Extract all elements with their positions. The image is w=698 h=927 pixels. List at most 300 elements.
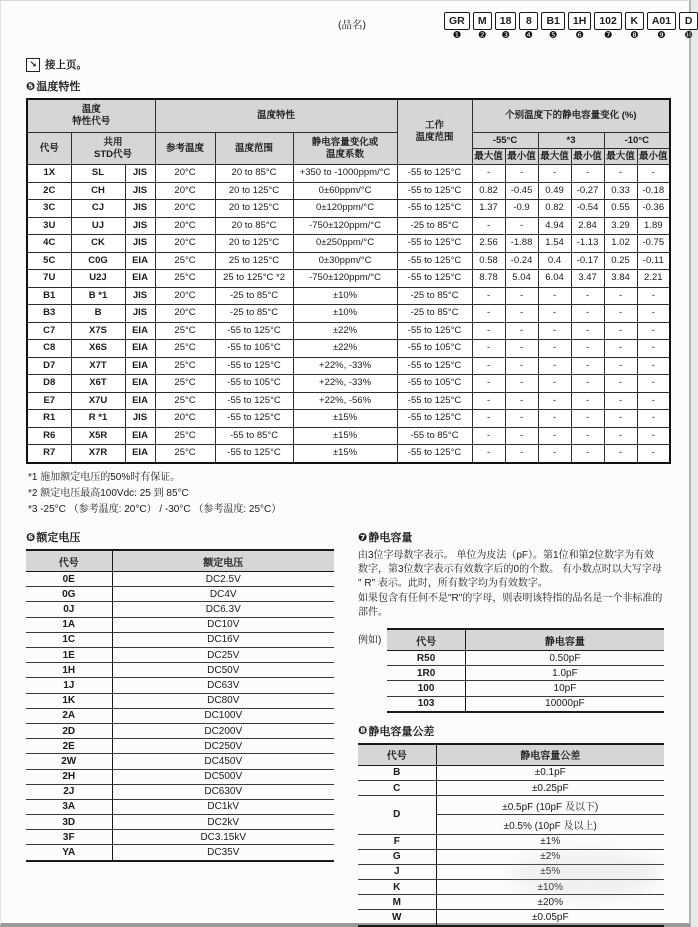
cell: - — [505, 375, 538, 393]
table-row — [27, 217, 670, 235]
cell: 0.58 — [472, 252, 505, 270]
table-row — [27, 322, 670, 340]
table-row — [26, 708, 334, 723]
cell: EIA — [125, 357, 155, 375]
tolerance-section — [358, 723, 664, 927]
cell: D8 — [27, 375, 71, 393]
cell: D7 — [27, 357, 71, 375]
digit-badge: ❻ — [575, 30, 584, 42]
cell: - — [505, 165, 538, 183]
table-row — [27, 270, 670, 288]
cell: 2J — [26, 784, 112, 799]
cell: - — [538, 392, 571, 410]
digit-badge: ❹ — [524, 30, 534, 42]
cell: 6.04 — [538, 270, 571, 288]
cell: - — [505, 322, 538, 340]
cell: DC35V — [112, 845, 334, 861]
temperature-characteristics-table — [26, 98, 671, 464]
table-header-row — [26, 550, 334, 572]
cell: 1H — [26, 663, 112, 678]
cell: EIA — [125, 252, 155, 270]
part-code-box: D — [679, 12, 698, 30]
cell: 8.78 — [472, 270, 505, 288]
part-code-box: K — [625, 12, 644, 30]
cell: ±1% — [436, 834, 664, 849]
cell: 20°C — [155, 235, 215, 253]
cell: - — [637, 340, 670, 358]
cell: - — [472, 357, 505, 375]
table-body — [27, 165, 670, 463]
table-row — [358, 765, 664, 780]
cell: CH — [71, 182, 125, 200]
cell: 103 — [387, 696, 465, 712]
part-code-box: 102 — [594, 12, 622, 30]
cell: - — [472, 340, 505, 358]
column-header: 代号 — [26, 550, 112, 572]
section6-heading — [26, 529, 334, 545]
column-header: 代号 — [387, 629, 465, 651]
column-header: 参考温度 — [155, 133, 215, 165]
cell: 1E — [26, 648, 112, 663]
column-header: 温度范围 — [215, 133, 293, 165]
table-header-row — [27, 133, 670, 149]
cell: - — [571, 375, 604, 393]
table-row — [358, 864, 664, 879]
cell: ±0.5pF (10pF 及以下) — [436, 796, 664, 815]
part-code-box: M — [473, 12, 492, 30]
cell: 2H — [26, 769, 112, 784]
cell: - — [604, 427, 637, 445]
digit-badge: ❼ — [603, 30, 613, 42]
cell: -55 to 85°C — [215, 427, 293, 445]
cell: - — [571, 445, 604, 463]
table-row — [26, 845, 334, 861]
cell: R50 — [387, 651, 465, 666]
cell: - — [571, 410, 604, 428]
cell: - — [637, 305, 670, 323]
cell: - — [637, 287, 670, 305]
table-row — [387, 666, 664, 681]
cell: 2A — [26, 708, 112, 723]
cell: CJ — [71, 200, 125, 218]
cell: 1.02 — [604, 235, 637, 253]
cell: 0.55 — [604, 200, 637, 218]
cell: F — [358, 834, 436, 849]
cell: ±22% — [293, 340, 397, 358]
cell: ±22% — [293, 322, 397, 340]
cell: 1.37 — [472, 200, 505, 218]
capacitance-example — [358, 628, 664, 713]
cell: DC100V — [112, 708, 334, 723]
table-row — [26, 663, 334, 678]
cell: 3U — [27, 217, 71, 235]
cell: - — [472, 287, 505, 305]
cell: 25°C — [155, 322, 215, 340]
cell: 1C — [26, 632, 112, 647]
part-number-header — [26, 9, 693, 57]
cell: - — [505, 340, 538, 358]
cell: 3.84 — [604, 270, 637, 288]
cell: K — [358, 880, 436, 895]
cell: DC50V — [112, 663, 334, 678]
cell: M — [358, 895, 436, 910]
column-header: 代号 — [358, 744, 436, 766]
part-code-item — [625, 12, 644, 42]
cell: ±20% — [436, 895, 664, 910]
cell: 20 to 125°C — [215, 200, 293, 218]
column-header: 最小值 — [505, 149, 538, 165]
footnote: *1 施加额定电压的50%时有保证。 — [28, 471, 181, 483]
digit-badge: ❿ — [684, 30, 693, 42]
cell: -750±120ppm/°C — [293, 270, 397, 288]
cell: -55 to 125°C — [397, 235, 472, 253]
cell: -55 to 125°C — [397, 252, 472, 270]
cell: 1.89 — [637, 217, 670, 235]
cell: - — [604, 340, 637, 358]
cell: 3A — [26, 799, 112, 814]
cell: - — [571, 305, 604, 323]
cell: B1 — [27, 287, 71, 305]
cell: - — [538, 410, 571, 428]
cell: EIA — [125, 375, 155, 393]
cell: - — [604, 322, 637, 340]
cell: G — [358, 849, 436, 864]
cell: C0G — [71, 252, 125, 270]
table-row — [358, 895, 664, 910]
column-header: -55°C — [472, 133, 538, 149]
cell: - — [538, 357, 571, 375]
cell: 2.56 — [472, 235, 505, 253]
table-row — [26, 769, 334, 784]
table-row — [26, 693, 334, 708]
footnote: *2 额定电压最高100Vdc: 25 到 85°C — [28, 487, 189, 499]
cell: D — [358, 796, 436, 834]
capacitance-tolerance-table — [358, 743, 664, 927]
table-row — [358, 796, 664, 815]
section-title: 静电容量 — [368, 532, 413, 545]
cell: 10000pF — [465, 696, 664, 712]
table-row — [27, 182, 670, 200]
cell: -0.9 — [505, 200, 538, 218]
cell: DC250V — [112, 739, 334, 754]
cell: +22%, -33% — [293, 375, 397, 393]
cell: 1A — [26, 617, 112, 632]
cell: YA — [26, 845, 112, 861]
cell: - — [571, 322, 604, 340]
cell: -55 to 105°C — [397, 340, 472, 358]
cell: EIA — [125, 427, 155, 445]
cell: 20°C — [155, 217, 215, 235]
cell: EIA — [125, 322, 155, 340]
section-title: 额定电压 — [36, 532, 81, 545]
table-row — [27, 445, 670, 463]
table-row — [26, 815, 334, 830]
capacitance-description — [358, 549, 664, 620]
table-row — [358, 834, 664, 849]
cell: 20°C — [155, 200, 215, 218]
cell: 3F — [26, 830, 112, 845]
cell: 1R0 — [387, 666, 465, 681]
cell: X7T — [71, 357, 125, 375]
cell: 4.94 — [538, 217, 571, 235]
part-code-item — [444, 12, 470, 42]
cell: ±15% — [293, 410, 397, 428]
cell: 25°C — [155, 427, 215, 445]
cell: -55 to 125°C — [215, 410, 293, 428]
cell: - — [538, 445, 571, 463]
rated-voltage-table — [26, 549, 334, 862]
table-row — [26, 754, 334, 769]
cell: DC2kV — [112, 815, 334, 830]
table-row — [26, 602, 334, 617]
cell: - — [538, 427, 571, 445]
cell: -55 to 125°C — [397, 392, 472, 410]
column-header: 最大值 — [604, 149, 637, 165]
cell: JIS — [125, 200, 155, 218]
table-row — [26, 617, 334, 632]
column-header: 最小值 — [571, 149, 604, 165]
part-code-box: 1H — [568, 12, 591, 30]
cell: DC630V — [112, 784, 334, 799]
cell: - — [637, 375, 670, 393]
cell: 20 to 125°C — [215, 235, 293, 253]
cell: - — [505, 305, 538, 323]
cell: - — [604, 165, 637, 183]
cell: DC16V — [112, 632, 334, 647]
part-code-box: 18 — [495, 12, 517, 30]
cell: DC2.5V — [205, 573, 241, 585]
cell: ±0.05pF — [436, 910, 664, 926]
cell: -55 to 85°C — [397, 427, 472, 445]
cell: - — [538, 322, 571, 340]
column-header: 静电容量公差 — [436, 744, 664, 766]
cell: 0.25 — [604, 252, 637, 270]
cell: DC80V — [112, 693, 334, 708]
cell: - — [538, 375, 571, 393]
cell: C8 — [27, 340, 71, 358]
cell: 2.84 — [571, 217, 604, 235]
cell: UJ — [71, 217, 125, 235]
cell: - — [505, 217, 538, 235]
cell: JIS — [125, 217, 155, 235]
cell: DC200V — [112, 723, 334, 738]
digit-badge: ❷ — [477, 30, 487, 42]
cell: 2E — [26, 739, 112, 754]
cell: 25°C — [155, 445, 215, 463]
bottom-columns — [26, 526, 664, 927]
table-row — [27, 305, 670, 323]
cell: - — [505, 357, 538, 375]
table-row — [358, 780, 664, 795]
cell: -0.36 — [637, 200, 670, 218]
table-row — [358, 849, 664, 864]
table-row — [27, 410, 670, 428]
cell: - — [637, 445, 670, 463]
cell: 20 to 125°C — [215, 182, 293, 200]
table-row — [27, 287, 670, 305]
cell: 20°C — [155, 410, 215, 428]
cell: -750±120ppm/°C — [293, 217, 397, 235]
cell: - — [472, 322, 505, 340]
cell: - — [571, 340, 604, 358]
cell: 2C — [27, 182, 71, 200]
cell: - — [505, 445, 538, 463]
table-row — [27, 392, 670, 410]
cell: DC6.3V — [112, 602, 334, 617]
table-row — [27, 375, 670, 393]
cell: 3C — [27, 200, 71, 218]
cell: ±15% — [293, 427, 397, 445]
column-header: 额定电压 — [112, 550, 334, 572]
column-header: -10°C — [604, 133, 670, 149]
cell: 3D — [26, 815, 112, 830]
table-row — [27, 165, 670, 183]
description-paragraph: 如果包含有任何不是"R"的字母，则表明该特指的品名是一个非标准的部件。 — [358, 592, 663, 618]
cell: X6S — [71, 340, 125, 358]
cell: ±0.25pF — [436, 780, 664, 795]
cell: 20°C — [155, 287, 215, 305]
cell: 2.21 — [637, 270, 670, 288]
cell: - — [538, 305, 571, 323]
cell: 20°C — [155, 182, 215, 200]
cell: SL — [71, 165, 125, 183]
cell: - — [505, 287, 538, 305]
digit-badge: ❶ — [452, 30, 462, 42]
part-number-code — [444, 12, 698, 42]
cell: B — [358, 765, 436, 780]
cell: - — [637, 322, 670, 340]
cell: ±0.1pF — [534, 767, 566, 779]
column-header: 静电容量变化或 温度系数 — [293, 133, 397, 165]
part-code-box: B1 — [541, 12, 564, 30]
cell: 0±250ppm/°C — [293, 235, 397, 253]
cell: - — [538, 340, 571, 358]
cell: 1.0pF — [465, 666, 664, 681]
part-code-item — [519, 12, 538, 42]
cell: -0.24 — [505, 252, 538, 270]
cell: DC25V — [112, 648, 334, 663]
cell: -55 to 125°C — [397, 410, 472, 428]
part-code-box: GR — [444, 12, 470, 30]
cell: -55 to 105°C — [215, 375, 293, 393]
cell: 25 to 125°C *2 — [215, 270, 293, 288]
column-header: 最大值 — [472, 149, 505, 165]
cell: DC450V — [112, 754, 334, 769]
section-title: 静电容量公差 — [368, 725, 435, 738]
table-row — [26, 799, 334, 814]
column-header: 静电容量 — [465, 629, 664, 651]
column-header: 最大值 — [538, 149, 571, 165]
table-row — [26, 678, 334, 693]
cell: - — [604, 410, 637, 428]
cell: - — [505, 427, 538, 445]
table-header-row — [387, 629, 664, 651]
cell: 0.4 — [538, 252, 571, 270]
table-row — [358, 880, 664, 895]
cell: X7U — [71, 392, 125, 410]
cell: EIA — [125, 445, 155, 463]
cell: -0.11 — [637, 252, 670, 270]
cell: -55 to 125°C — [397, 165, 472, 183]
cell: - — [604, 392, 637, 410]
cell: R6 — [27, 427, 71, 445]
cell: -0.75 — [637, 235, 670, 253]
part-code-item — [495, 12, 517, 42]
cell: 1K — [26, 693, 112, 708]
cell: JIS — [125, 305, 155, 323]
cell: DC10V — [112, 617, 334, 632]
cell: 2D — [26, 723, 112, 738]
table-row — [26, 723, 334, 738]
digit-badge: ❾ — [657, 30, 666, 42]
column-header: 工作 温度范围 — [397, 99, 472, 165]
continued-label: 接上页。 — [45, 59, 87, 71]
cell: 0.50pF — [549, 652, 581, 664]
cell: -55 to 125°C — [397, 182, 472, 200]
cell: 20°C — [155, 165, 215, 183]
cell: +22%, -56% — [293, 392, 397, 410]
cell: - — [472, 410, 505, 428]
cell: 0.49 — [538, 182, 571, 200]
cell: 3.29 — [604, 217, 637, 235]
cell: - — [538, 287, 571, 305]
cell: -1.13 — [571, 235, 604, 253]
cell: 0±60ppm/°C — [293, 182, 397, 200]
cell: X5R — [71, 427, 125, 445]
cell: ±2% — [436, 849, 664, 864]
cell: DC4V — [112, 587, 334, 602]
cell: 25°C — [155, 392, 215, 410]
table-row — [27, 427, 670, 445]
cell: 25 to 125°C — [215, 252, 293, 270]
cell: -0.17 — [571, 252, 604, 270]
capacitance-section — [358, 526, 664, 927]
section-number-badge: ❼ — [358, 531, 368, 544]
digit-badge: ❸ — [501, 30, 510, 42]
cell: ±5% — [436, 864, 664, 879]
table-body — [387, 651, 664, 712]
column-header: 温度特性 — [155, 99, 397, 133]
cell: - — [472, 392, 505, 410]
cell: ±15% — [293, 445, 397, 463]
cell: - — [637, 165, 670, 183]
cell: - — [472, 445, 505, 463]
cell: - — [472, 165, 505, 183]
table-header-row — [27, 99, 670, 133]
continued-row — [26, 57, 664, 72]
cell: 20 to 85°C — [215, 165, 293, 183]
cell: W — [358, 910, 436, 926]
cell: - — [571, 392, 604, 410]
rated-voltage-section — [26, 526, 334, 927]
cell: X6T — [71, 375, 125, 393]
table-row — [358, 910, 664, 926]
cell: -55 to 125°C — [215, 357, 293, 375]
digit-badge: ❺ — [548, 30, 558, 42]
cell: EIA — [125, 340, 155, 358]
cell: 2W — [26, 754, 112, 769]
description-paragraph: 由3位字母数字表示。 单位为皮法（pF）。第1位和第2位数字为有效数字，第3位数字表示有效数字后的0的个数。 有小数点时以大写字母 " R" 表示。此时，所有数字均为有效数字。 — [358, 550, 662, 590]
cell: R *1 — [71, 410, 125, 428]
cell: 1X — [27, 165, 71, 183]
cell: 25°C — [155, 252, 215, 270]
cell: 20 to 85°C — [215, 217, 293, 235]
cell: - — [472, 375, 505, 393]
table-row — [387, 696, 664, 712]
cell: - — [637, 392, 670, 410]
cell: +22%, -33% — [293, 357, 397, 375]
part-code-item — [594, 12, 622, 42]
